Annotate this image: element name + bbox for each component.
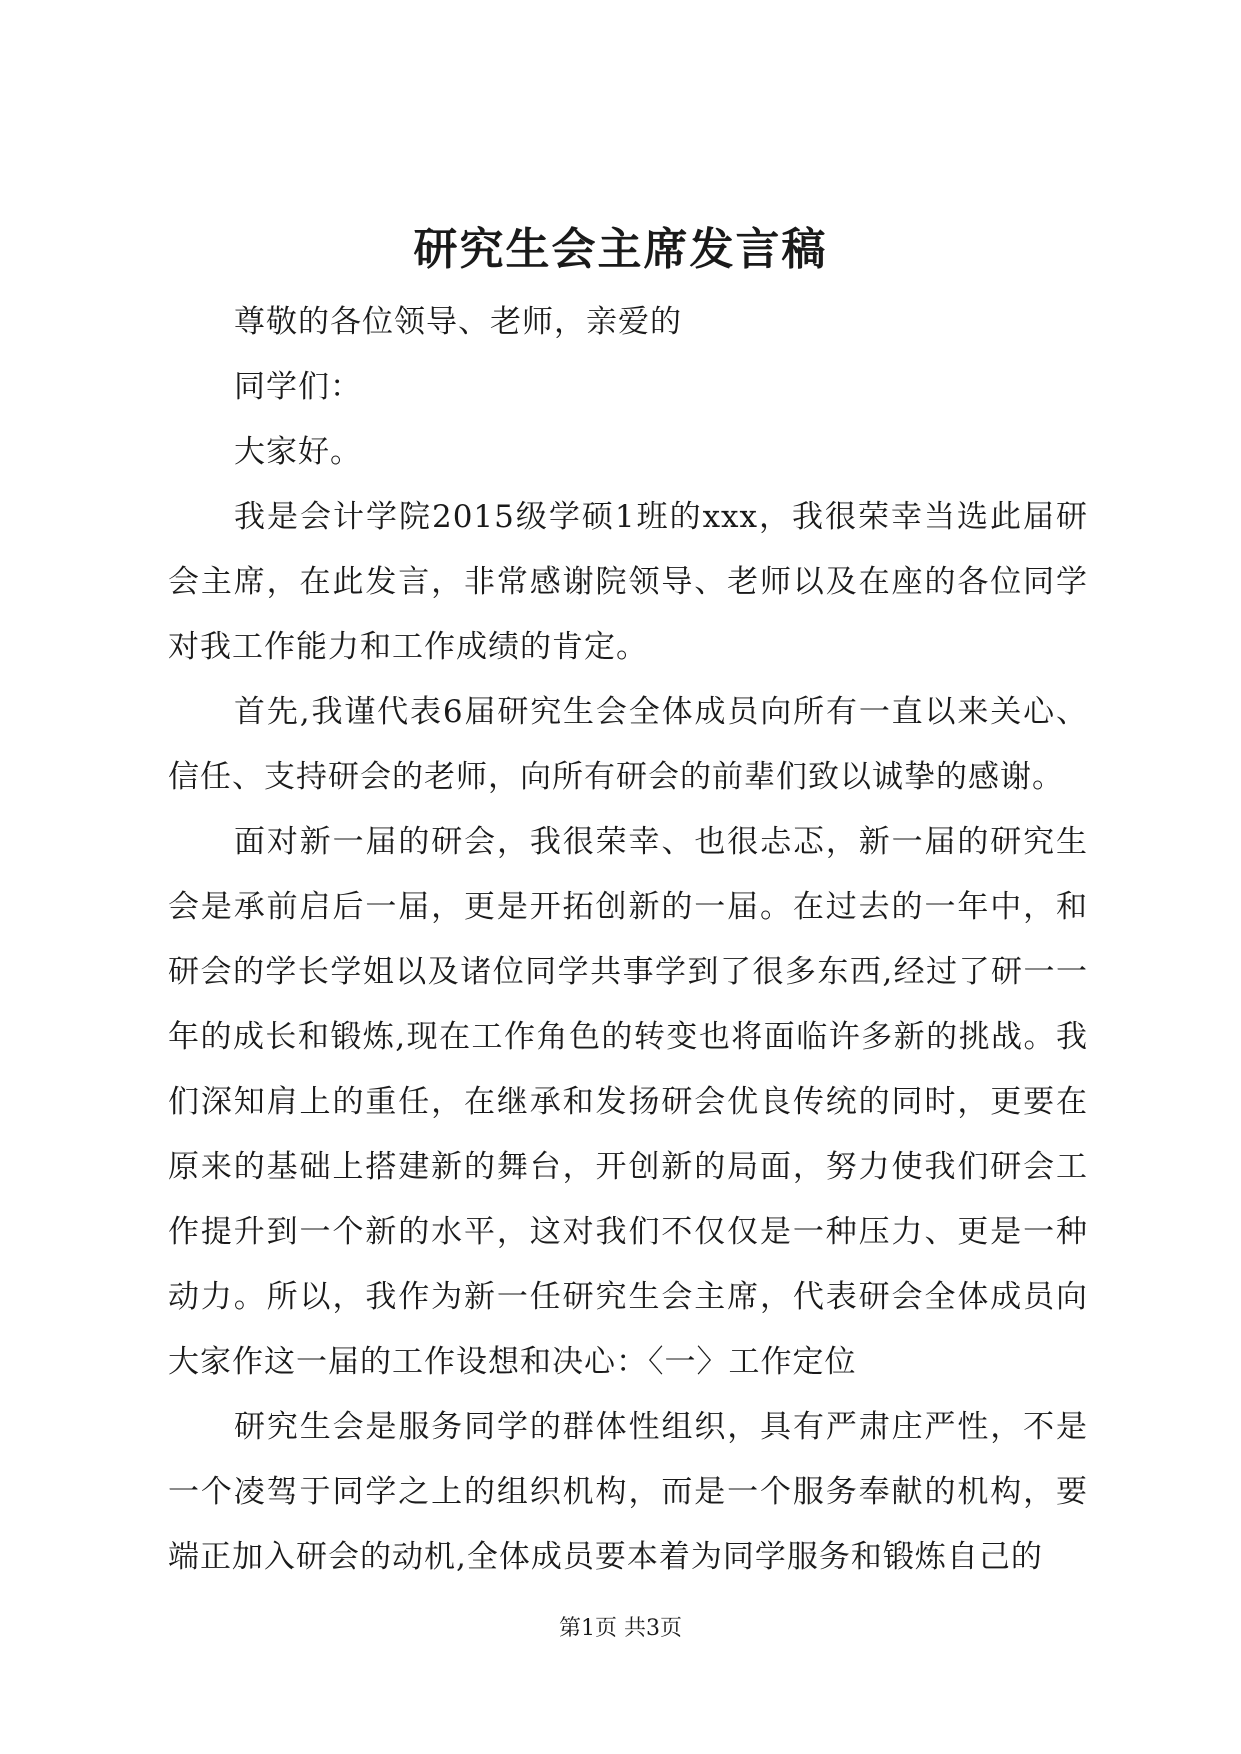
paragraph-new-term: 面对新一届的研会，我很荣幸、也很忐忑，新一届的研究生会是承前启后一届，更是开拓创新的一届。在过去的一年中，和研会的学长学姐以及诸位同学共事学到了很多东西,经过了研一一年的成长和锻炼,现在工作角色的转变也将面临许多新的挑战。我们深知肩上的重任，在继承和发扬研会优良传统的同时，更要在原来的基础上搭建新的舞台，开创新的局面，努力使我们研会工作提升到一个新的水平，这对我们不仅仅是一种压力、更是一种动力。所以，我作为新一任研究生会主席，代表研会全体成员向大家作这一届的工作设想和决心：〈一〉工作定位 — [168, 824, 1088, 1380]
page-number-footer: 第1页 共3页 — [559, 1616, 682, 1641]
paragraph-thanks: 首先,我谨代表6届研究生会全体成员向所有一直以来关心、信任、支持研会的老师，向所有研会的前辈们致以诚挚的感谢。 — [168, 694, 1088, 795]
paragraph-introduction: 我是会计学院2015级学硕1班的xxx，我很荣幸当选此届研会主席，在此发言，非常感谢院领导、老师以及在座的各位同学对我工作能力和工作成绩的肯定。 — [168, 499, 1088, 665]
document-title: 研究生会主席发言稿 — [413, 224, 828, 275]
paragraph-positioning: 研究生会是服务同学的群体性组织，具有严肃庄严性，不是一个凌驾于同学之上的组织机构，而是一个服务奉献的机构，要端正加入研会的动机,全体成员要本着为同学服务和锻炼自己的 — [168, 1409, 1088, 1575]
document-body — [168, 290, 1088, 1590]
paragraph-salutation: 尊敬的各位领导、老师，亲爱的 — [234, 304, 682, 340]
paragraph-greeting: 大家好。 — [234, 434, 362, 470]
paragraph-salutation-continued: 同学们： — [234, 369, 362, 405]
